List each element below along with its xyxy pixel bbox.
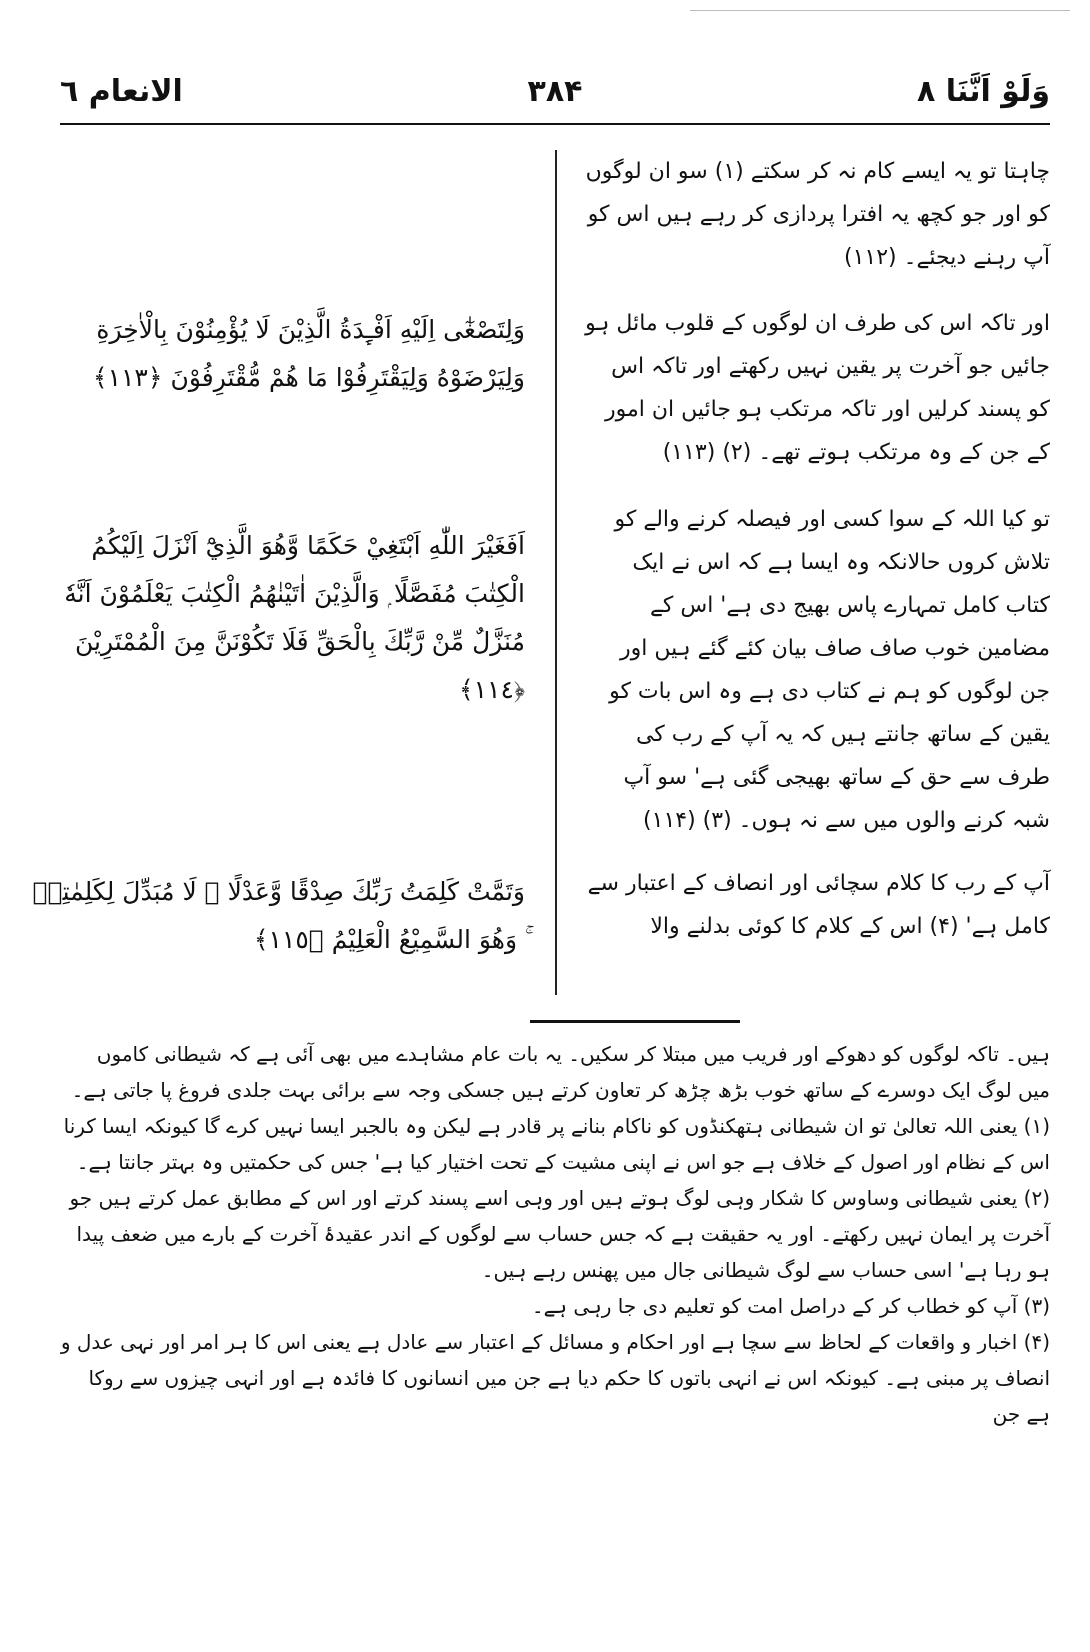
arabic-verse-114: اَفَغَيْرَ اللّٰهِ اَبْتَغِيْ حَكَمًا وَّهُوَ الَّذِيْٓ اَنْزَلَ اِلَيْكُمُ الْكِتٰبَ مُفَصَّلًا ۭ وَالَّذِيْنَ اٰتَيْنٰهُمُ الْكِتٰبَ يَعْلَمُوْنَ اَنَّهٗ مُنَزَّلٌ مِّنْ رَّبِّكَ بِالْحَقِّ فَلَا تَكُوْنَنَّ مِنَ الْمُمْتَرِيْنَ ﴿١١٤﴾ bbox=[64, 531, 525, 704]
footnotes bbox=[60, 1036, 1050, 1432]
para-name: وَلَوْ اَنَّنَا ٨ bbox=[917, 74, 1050, 109]
translation-112: چاہتا تو یہ ایسے کام نہ کر سکتے (۱) سو ان لوگوں کو اور جو کچھ یہ افترا پردازی کر رہے ہیں اس کو آپ رہنے دیجئے۔ (۱۱۲) bbox=[585, 159, 1050, 270]
top-scan-line bbox=[690, 10, 1070, 11]
arabic-verse-115: وَتَمَّتْ كَلِمَتُ رَبِّكَ صِدْقًا وَّعَدْلًا ۭ لَا مُبَدِّلَ لِكَلِمٰتِهٖ ۚ وَهُوَ السَّمِيْعُ الْعَلِيْمُ ﴿١١٥﴾ bbox=[32, 877, 525, 954]
footnote-1: (۱) یعنی اللہ تعالیٰ تو ان شیطانی ہتھکنڈوں کو ناکام بنانے پر قادر ہے لیکن وہ بالجبر ایسا نہیں کرے گا کیونکہ ایسا کرنا اس کے نظام اور اصول کے خلاف ہے جو اس نے اپنی مشیت کے تحت اختیار کیا ہے' جس کی حکمتیں وہ بہتر جانتا ہے۔ bbox=[63, 1114, 1050, 1174]
footnote-3: (۳) آپ کو خطاب کر کے دراصل امت کو تعلیم دی جا رہی ہے۔ bbox=[531, 1294, 1050, 1318]
footnote-4: (۴) اخبار و واقعات کے لحاظ سے سچا ہے اور احکام و مسائل کے اعتبار سے عادل ہے یعنی اس کا ہر امر اور نہی عدل و انصاف پر مبنی ہے۔ کیونکہ اس نے انہی باتوں کا حکم دیا ہے جن میں انسانوں کا فائدہ ہے اور انہی چیزوں سے روکا ہے جن bbox=[60, 1330, 1050, 1426]
arabic-verse-113: وَلِتَصْغٰٓى اِلَيْهِ اَفْـِٕدَةُ الَّذِيْنَ لَا يُؤْمِنُوْنَ بِالْاٰخِرَةِ وَلِيَرْضَوْهُ وَلِيَقْتَرِفُوْا مَا هُمْ مُّقْتَرِفُوْنَ ﴿١١٣﴾ bbox=[92, 315, 525, 392]
column-divider bbox=[555, 150, 557, 995]
translation-115: آپ کے رب کا کلام سچائی اور انصاف کے اعتبار سے کامل ہے' (۴) اس کے کلام کا کوئی بدلنے والا bbox=[587, 871, 1050, 939]
footnote-continuation: ہیں۔ تاکہ لوگوں کو دھوکے اور فریب میں مبتلا کر سکیں۔ یہ بات عام مشاہدے میں بھی آئی ہے کہ شیطانی کاموں میں لوگ ایک دوسرے کے ساتھ خوب بڑھ چڑھ کر تعاون کرتے ہیں جسکی وجہ سے برائی بہت جلدی فروغ پا جاتی ہے۔ bbox=[71, 1042, 1050, 1102]
footnote-2: (۲) یعنی شیطانی وساوس کا شکار وہی لوگ ہوتے ہیں اور وہی اسے پسند کرتے اور اس کے مطابق عمل کرتے ہیں جو آخرت پر ایمان نہیں رکھتے۔ اور یہ حقیقت ہے کہ جس حساب سے لوگوں کے اندر عقیدۂ آخرت کے بارے میں ضعف پیدا ہو رہا ہے' اسی حساب سے لوگ شیطانی جال میں پھنس رہے ہیں۔ bbox=[69, 1186, 1050, 1282]
page-header bbox=[60, 72, 1050, 116]
surah-name: الانعام ٦ bbox=[60, 74, 183, 109]
header-divider bbox=[60, 123, 1050, 125]
translation-114: تو کیا اللہ کے سوا کسی اور فیصلہ کرنے والے کو تلاش کروں حالانکہ وہ ایسا ہے کہ اس نے ایک کتاب کامل تمہارے پاس بھیج دی ہے' اس کے مضامین خوب صاف صاف بیان کئے گئے ہیں اور جن لوگوں کو ہم نے کتاب دی ہے وہ اس بات کو یقین کے ساتھ جانتے ہیں کہ یہ آپ کے رب کی طرف سے حق کے ساتھ بھیجی گئی ہے' سو آپ شبہ کرنے والوں میں سے نہ ہوں۔ (۳) (۱۱۴) bbox=[609, 507, 1050, 833]
footnote-divider bbox=[530, 1020, 740, 1023]
page-number: ۳۸۴ bbox=[527, 74, 583, 109]
translation-113: اور تاکہ اس کی طرف ان لوگوں کے قلوب مائل ہو جائیں جو آخرت پر یقین نہیں رکھتے اور تاکہ اس کو پسند کرلیں اور تاکہ مرتکب ہو جائیں ان امور کے جن کے وہ مرتکب ہوتے تھے۔ (۲) (۱۱۳) bbox=[585, 311, 1050, 465]
